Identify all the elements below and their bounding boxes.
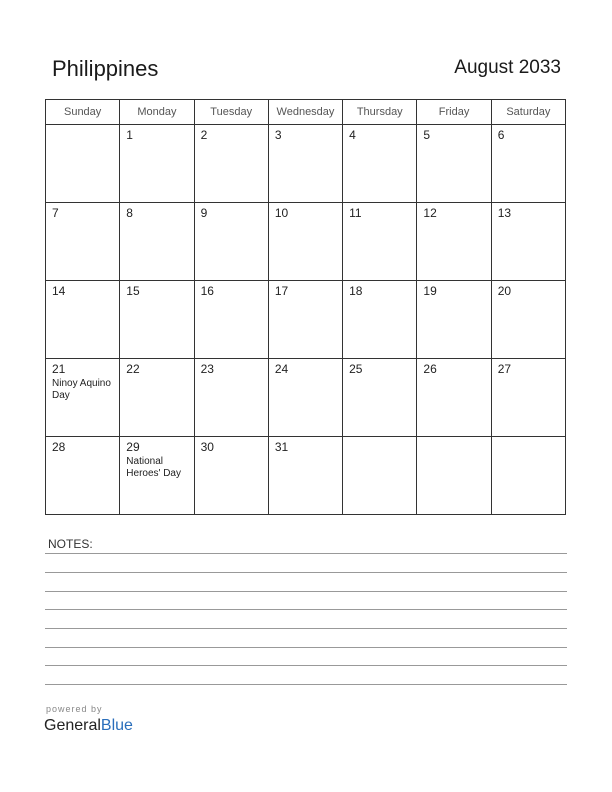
day-cell — [491, 437, 565, 515]
day-number: 9 — [200, 206, 208, 220]
day-cell — [268, 437, 342, 515]
day-cell — [343, 125, 417, 203]
day-number: 1 — [126, 128, 133, 142]
weekday-monday: Monday — [120, 100, 194, 125]
weekday-saturday: Saturday — [491, 100, 565, 125]
day-number: 27 — [497, 362, 512, 376]
day-cell — [343, 437, 417, 515]
day-cell — [268, 203, 342, 281]
brand-general: General — [44, 717, 101, 734]
day-cell — [194, 359, 268, 437]
day-number: 6 — [497, 128, 505, 142]
day-cell — [417, 125, 491, 203]
note-line — [45, 684, 567, 685]
day-number: 24 — [274, 362, 289, 376]
day-number: 2 — [200, 128, 208, 142]
brand-blue: Blue — [100, 717, 133, 734]
note-line — [45, 647, 567, 648]
day-number: 18 — [349, 284, 363, 298]
calendar-grid — [45, 99, 566, 515]
day-number: 15 — [126, 284, 140, 298]
weekday-wednesday: Wednesday — [268, 100, 342, 125]
day-number: 10 — [274, 206, 289, 220]
day-cell — [120, 281, 194, 359]
day-cell — [120, 203, 194, 281]
note-line — [45, 591, 567, 592]
note-line — [45, 665, 567, 666]
day-number: 19 — [423, 284, 437, 298]
country-title: Philippines — [52, 56, 159, 81]
day-number: 3 — [274, 128, 282, 142]
day-cell — [120, 359, 194, 437]
day-number: 29 — [126, 440, 140, 454]
day-cell — [417, 281, 491, 359]
day-cell — [268, 359, 342, 437]
day-number: 21 — [52, 362, 66, 376]
day-number: 20 — [497, 284, 512, 298]
day-number: 25 — [349, 362, 363, 376]
day-number: 31 — [274, 440, 289, 454]
day-cell — [491, 125, 565, 203]
week-row — [46, 125, 566, 203]
day-cell — [194, 203, 268, 281]
day-cell — [491, 203, 565, 281]
weekday-friday: Friday — [417, 100, 491, 125]
day-number: 5 — [423, 128, 431, 142]
day-number: 12 — [423, 206, 437, 220]
day-number: 30 — [200, 440, 214, 454]
week-row — [46, 437, 566, 515]
day-cell — [46, 281, 120, 359]
day-cell — [46, 437, 120, 515]
day-cell — [491, 359, 565, 437]
day-cell — [343, 203, 417, 281]
note-line — [45, 553, 567, 554]
day-cell — [46, 359, 120, 437]
day-number: 13 — [497, 206, 512, 220]
weekday-sunday: Sunday — [46, 100, 120, 125]
day-cell — [120, 125, 194, 203]
month-title: August 2033 — [454, 57, 561, 78]
day-number: 28 — [52, 440, 66, 454]
note-line — [45, 572, 567, 573]
day-cell — [343, 281, 417, 359]
day-cell — [343, 359, 417, 437]
brand-logo — [44, 717, 133, 735]
day-number: 16 — [200, 284, 214, 298]
weekday-tuesday: Tuesday — [194, 100, 268, 125]
week-row — [46, 281, 566, 359]
day-number: 17 — [274, 284, 289, 298]
weekday-header-row — [46, 100, 566, 125]
day-cell — [417, 203, 491, 281]
day-cell — [120, 437, 194, 515]
week-row — [46, 359, 566, 437]
day-cell — [46, 203, 120, 281]
holiday-label: National Heroes' Day — [126, 456, 181, 479]
day-number: 11 — [349, 206, 362, 220]
day-cell — [46, 125, 120, 203]
day-cell — [491, 281, 565, 359]
day-cell — [417, 359, 491, 437]
day-number: 8 — [126, 206, 133, 220]
weekday-thursday: Thursday — [343, 100, 417, 125]
day-cell — [417, 437, 491, 515]
day-cell — [194, 437, 268, 515]
day-number: 23 — [200, 362, 214, 376]
day-number: 14 — [52, 284, 66, 298]
day-number: 26 — [423, 362, 437, 376]
week-row — [46, 203, 566, 281]
notes-label: NOTES: — [48, 537, 93, 551]
day-cell — [268, 125, 342, 203]
note-line — [45, 628, 567, 629]
day-cell — [268, 281, 342, 359]
day-number: 7 — [52, 206, 59, 220]
day-number: 22 — [126, 362, 140, 376]
day-cell — [194, 125, 268, 203]
powered-by-text: powered by — [46, 704, 103, 714]
note-line — [45, 609, 567, 610]
holiday-label: Ninoy Aquino Day — [52, 378, 111, 401]
day-cell — [194, 281, 268, 359]
day-number: 4 — [349, 128, 356, 142]
